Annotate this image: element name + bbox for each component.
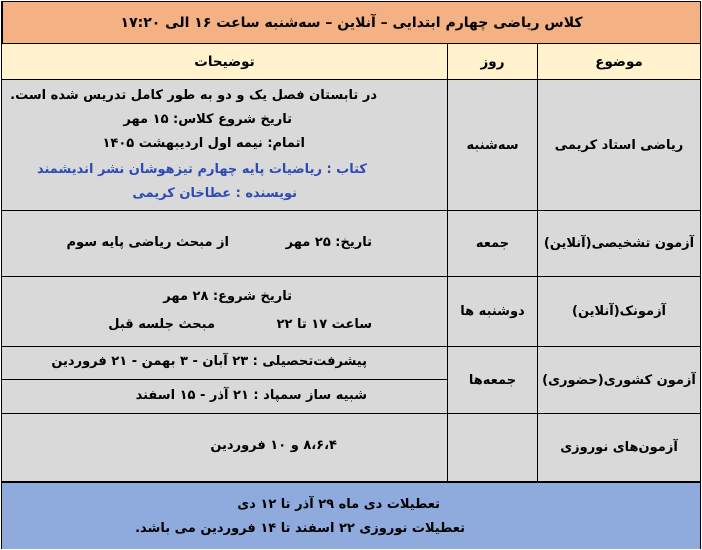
row1-note-1: در تابستان فصل یک و دو به طور کامل تدریس شده است. [10,88,377,103]
row2-day: جمعه [447,211,537,277]
schedule-table [1,1,701,549]
row2-subject: آزمون تشخیصی(آنلاین) [537,211,700,277]
row3-notes [2,277,447,347]
row4-note-2: شبیه ساز سمپاد : ۲۱ آذر - ۱۵ اسفند [135,388,367,403]
header-day: روز [447,44,537,80]
row5-day [447,414,537,482]
row2-notes [2,211,447,277]
row4-subject: آزمون کشوری(حضوری) [537,347,700,414]
row1-note-2: تاریخ شروع کلاس: ۱۵ مهر [123,112,292,127]
footer-line-2: تعطیلات نوروزی ۲۲ اسفند تا ۱۴ فروردین می باشد. [135,521,465,536]
row3-subject: آزمونک(آنلاین) [537,277,700,347]
row3-note-2: ساعت ۱۷ تا ۲۲ [276,317,372,332]
row4-day: جمعه‌ها [447,347,537,414]
row2-note-1: تاریخ: ۲۵ مهر [285,235,372,250]
row5-notes [2,414,447,482]
table-title: کلاس ریاضی چهارم ابتدایی – آنلاین – سه‌شنبه ساعت ۱۶ الی ۱۷:۲۰ [2,2,700,44]
row1-day: سه‌شنبه [447,80,537,211]
row1-note-3: اتمام: نیمه اول اردیبهشت ۱۴۰۵ [102,136,305,151]
row4-note-2-cell [2,380,447,414]
row1-subject: ریاضی استاد کریمی [537,80,700,211]
row3-note-3: مبحث جلسه قبل [108,317,215,332]
row3-day: دوشنبه ها [447,277,537,347]
row4-note-1-cell [2,347,447,380]
header-notes: توضیحات [2,44,447,80]
row1-notes [2,80,447,211]
header-subject: موضوع [537,44,700,80]
row5-note-1: ۸،۶،۴ و ۱۰ فروردین [210,438,337,453]
row5-subject: آزمون‌های نوروزی [537,414,700,482]
table-footer [2,482,700,549]
row1-note-5: نویسنده : عطاخان کریمی [132,186,297,201]
row4-note-1: پیشرفت‌تحصیلی : ۲۳ آبان - ۳ بهمن - ۲۱ فروردین [51,354,367,369]
row3-note-1: تاریخ شروع: ۲۸ مهر [163,289,292,304]
row1-note-4: کتاب : ریاضیات پایه چهارم تیزهوشان نشر اندیشمند [36,162,367,177]
row2-note-2: از مبحث ریاضی پایه سوم [66,235,229,250]
footer-line-1: تعطیلات دی ماه ۲۹ آذر تا ۱۲ دی [237,497,440,512]
